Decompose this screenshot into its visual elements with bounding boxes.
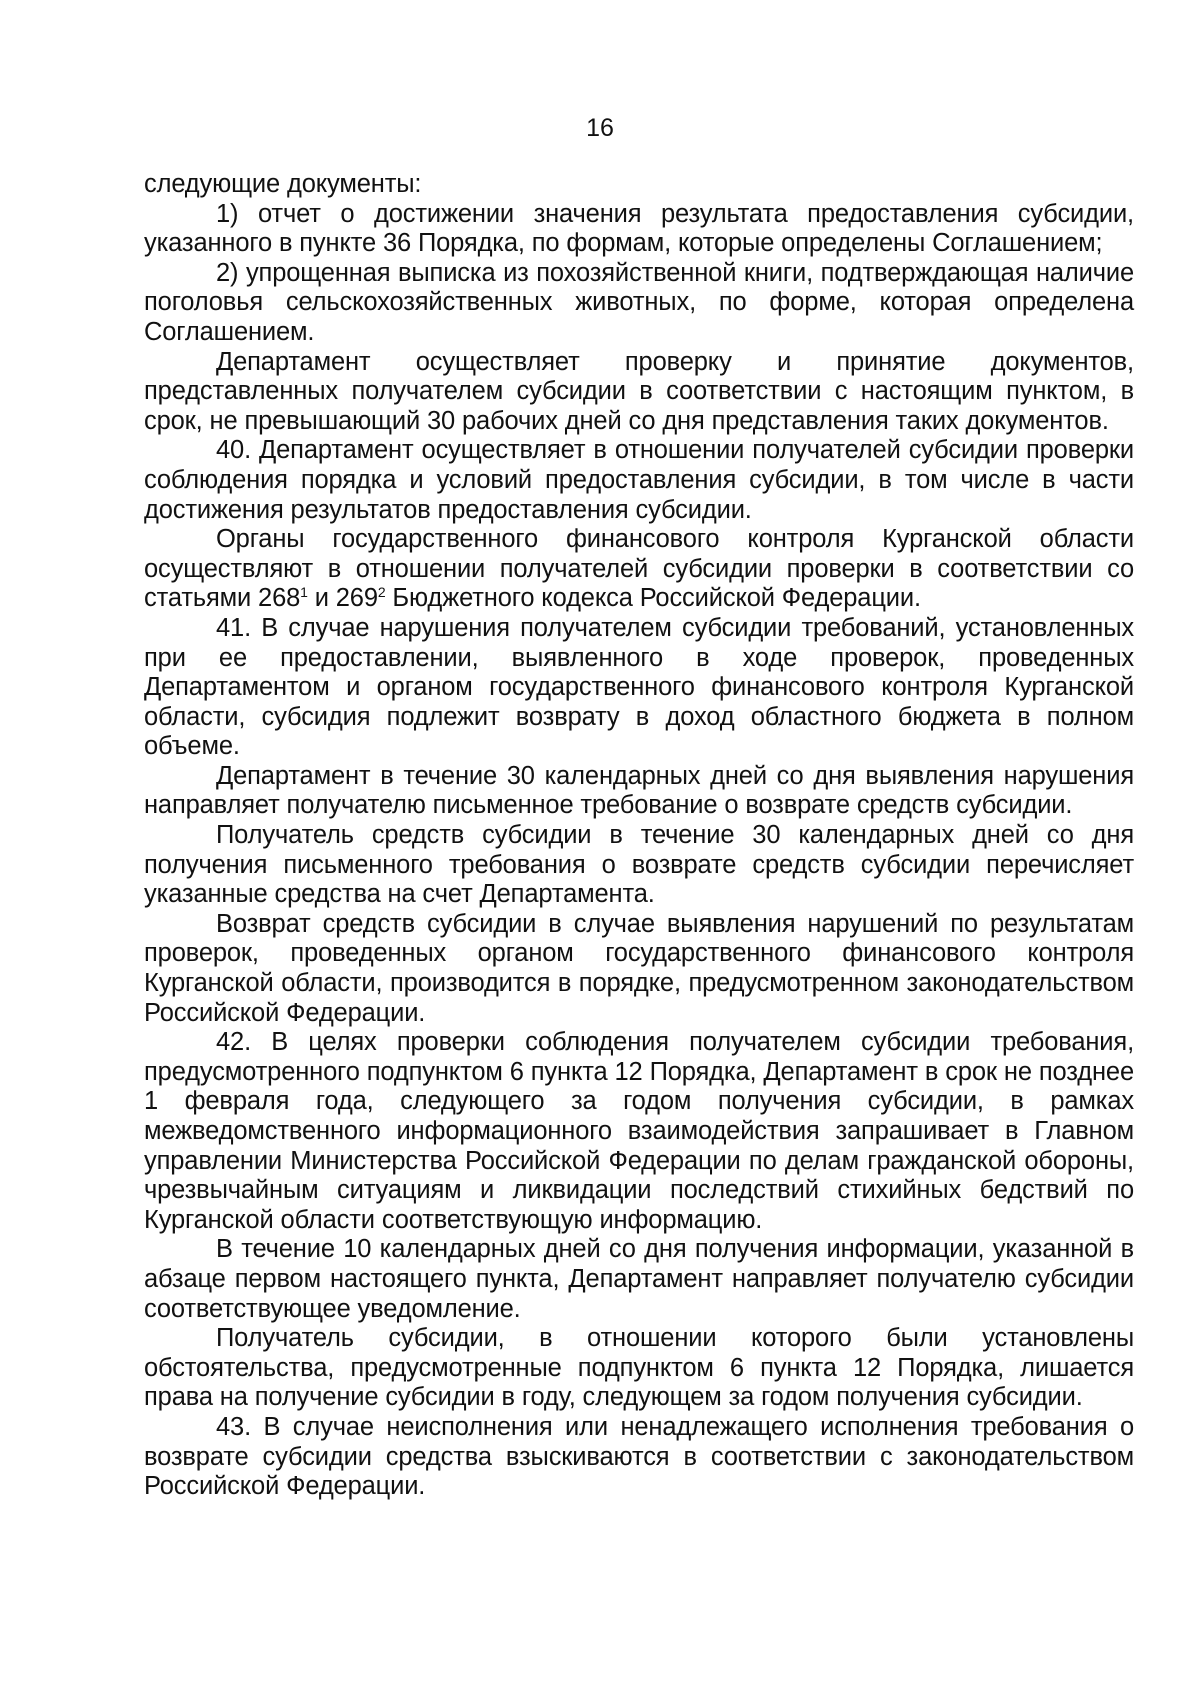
paragraph-financial-control-text-1: Органы государственного финансового контроля Курганской области осуществляют в отношении получателей субсидии проверки в соответствии со статьями 268 <box>144 525 1134 613</box>
paragraph-return-procedure: Возврат средств субсидии в случае выявления нарушений по результатам проверок, проведенных органом государственного финансового контроля Курганской области, производится в порядке, предусмотренном законодательством Российской Федерации. <box>144 909 1134 1027</box>
paragraph-financial-control-text-3: Бюджетного кодекса Российской Федерации. <box>385 584 921 613</box>
paragraph-40: 40. Департамент осуществляет в отношении получателей субсидии проверки соблюдения порядка и условий предоставления субсидии, в том числе в части достижения результатов предоставления субсидии. <box>144 436 1134 524</box>
superscript-1: 1 <box>300 584 308 601</box>
document-body <box>144 170 1134 1502</box>
paragraph-department-check: Департамент осуществляет проверку и принятие документов, представленных получателем субсидии в соответствии с настоящим пунктом, в срок, не превышающий 30 рабочих дней со дня представления таких документов. <box>144 347 1134 435</box>
paragraph-notification: В течение 10 календарных дней со дня получения информации, указанной в абзаце первом настоящего пункта, Департамент направляет получателю субсидии соответствующее уведомление. <box>144 1235 1134 1323</box>
paragraph-return-demand: Департамент в течение 30 календарных дней со дня выявления нарушения направляет получателю письменное требование о возврате средств субсидии. <box>144 761 1134 820</box>
paragraph-item-1: 1) отчет о достижении значения результата предоставления субсидии, указанного в пункте 36 Порядка, по формам, которые определены Соглашением; <box>144 199 1134 258</box>
page-number: 16 <box>586 114 614 142</box>
paragraph-intro: следующие документы: <box>144 170 422 198</box>
paragraph-item-2: 2) упрощенная выписка из похозяйственной книги, подтверждающая наличие поголовья сельскохозяйственных животных, по форме, которая определена Соглашением. <box>144 258 1134 346</box>
paragraph-financial-control-text-2: и 269 <box>307 584 378 613</box>
paragraph-43: 43. В случае неисполнения или ненадлежащего исполнения требования о возврате субсидии средства взыскиваются в соответствии с законодательством Российской Федерации. <box>144 1412 1134 1501</box>
paragraph-41: 41. В случае нарушения получателем субсидии требований, установленных при ее предоставлении, выявленного в ходе проверок, проведенных Департаментом и органом государственного финансового контроля Курганской области, субсидия подлежит возврату в доход областного бюджета в полном объеме. <box>144 613 1134 761</box>
superscript-2: 2 <box>377 584 386 601</box>
paragraph-financial-control <box>144 525 1134 614</box>
paragraph-deprivation: Получатель субсидии, в отношении которого были установлены обстоятельства, предусмотренные подпунктом 6 пункта 12 Порядка, лишается права на получение субсидии в году, следующем за годом получения субсидии. <box>144 1324 1134 1412</box>
paragraph-42: 42. В целях проверки соблюдения получателем субсидии требования, предусмотренного подпунктом 6 пункта 12 Порядка, Департамент в срок не позднее 1 февраля года, следующего за годом получения субсидии, в рамках межведомственного информационного взаимодействия запрашивает в Главном управлении Министерства Российской Федерации по делам гражданской обороны, чрезвычайным ситуациям и ликвидации последствий стихийных бедствий по Курганской области соответствующую информацию. <box>144 1028 1134 1234</box>
paragraph-recipient-transfer: Получатель средств субсидии в течение 30 календарных дней со дня получения письменного требования о возврате средств субсидии перечисляет указанные средства на счет Департамента. <box>144 821 1134 909</box>
